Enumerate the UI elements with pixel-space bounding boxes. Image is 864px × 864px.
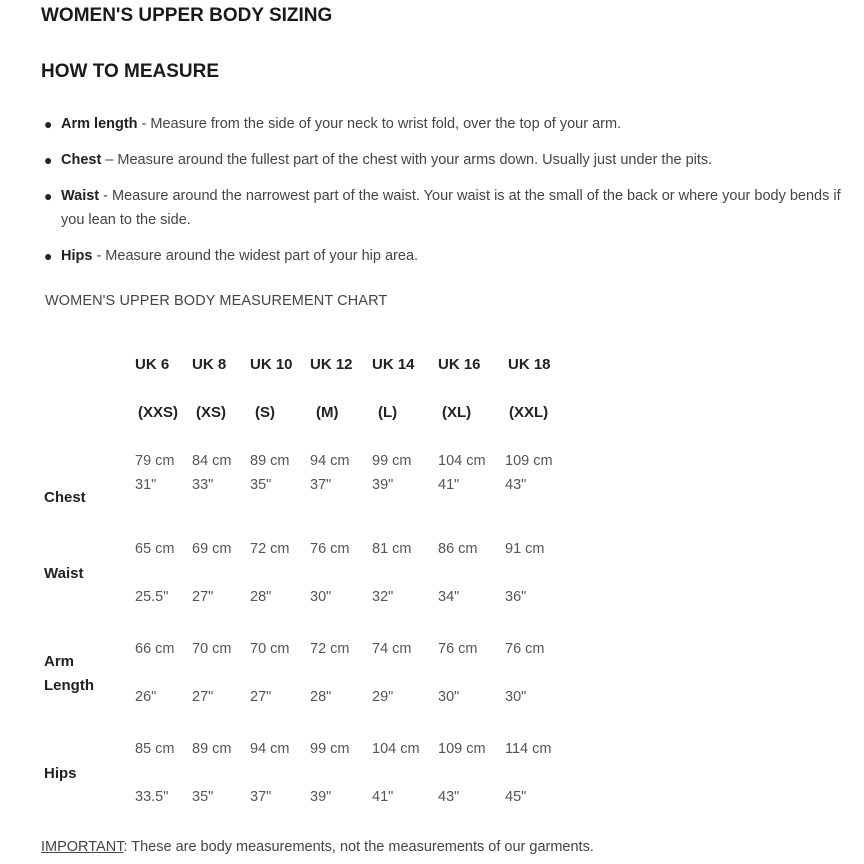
table-cell-cm: 81 cm — [372, 541, 412, 557]
table-cell-inch: 39" — [372, 477, 394, 493]
row-label: Waist — [44, 565, 84, 582]
table-cell-inch: 26" — [135, 689, 157, 705]
table-cell-inch: 35" — [192, 789, 214, 805]
section-title: HOW TO MEASURE — [41, 61, 220, 82]
table-cell-cm: 89 cm — [192, 741, 232, 757]
table-cell-inch: 27" — [250, 689, 272, 705]
table-cell-cm: 109 cm — [438, 741, 486, 757]
bullet-text: - Measure around the narrowest part of the waist. Your waist is at the small of the back or where your body bends if you lean to the side. — [61, 188, 841, 228]
table-cell-cm: 74 cm — [372, 641, 412, 657]
table-cell-inch: 27" — [192, 689, 214, 705]
row-label: Hips — [44, 765, 77, 782]
table-cell-inch: 39" — [310, 789, 332, 805]
row-label: Length — [44, 677, 94, 694]
table-cell-cm: 89 cm — [250, 453, 290, 469]
size-header-label: (S) — [255, 404, 275, 421]
page-title: WOMEN'S UPPER BODY SIZING — [41, 5, 333, 26]
table-cell-cm: 91 cm — [505, 541, 545, 557]
table-cell-cm: 70 cm — [250, 641, 290, 657]
table-cell-inch: 33.5" — [135, 789, 169, 805]
table-cell-inch: 37" — [310, 477, 332, 493]
table-cell-inch: 30" — [310, 589, 332, 605]
table-cell-cm: 84 cm — [192, 453, 232, 469]
table-cell-cm: 94 cm — [250, 741, 290, 757]
table-cell-inch: 43" — [505, 477, 527, 493]
size-header-label: (XL) — [442, 404, 472, 421]
bullet-icon: ● — [44, 188, 53, 204]
table-cell-cm: 70 cm — [192, 641, 232, 657]
table-cell-cm: 72 cm — [310, 641, 350, 657]
table-cell-cm: 94 cm — [310, 453, 350, 469]
table-cell-cm: 104 cm — [372, 741, 420, 757]
size-header-uk: UK 18 — [508, 356, 551, 373]
table-cell-inch: 28" — [310, 689, 332, 705]
bullet-term: Chest — [61, 152, 102, 168]
table-cell-cm: 76 cm — [505, 641, 545, 657]
size-header-uk: UK 14 — [372, 356, 415, 373]
bullet-text: - Measure from the side of your neck to wrist fold, over the top of your arm. — [137, 116, 622, 132]
table-cell-cm: 76 cm — [310, 541, 350, 557]
table-cell-cm: 66 cm — [135, 641, 175, 657]
table-cell-inch: 30" — [505, 689, 527, 705]
table-cell-cm: 99 cm — [372, 453, 412, 469]
bullet-icon: ● — [44, 152, 53, 168]
table-cell-inch: 36" — [505, 589, 527, 605]
chart-title: WOMEN'S UPPER BODY MEASUREMENT CHART — [45, 293, 388, 309]
table-cell-inch: 30" — [438, 689, 460, 705]
bullet-text: - Measure around the widest part of your hip area. — [92, 248, 419, 264]
table-cell-cm: 72 cm — [250, 541, 290, 557]
bullet-icon: ● — [44, 248, 53, 264]
size-header-label: (XXS) — [138, 404, 179, 421]
size-header-label: (L) — [378, 404, 398, 421]
table-cell-inch: 27" — [192, 589, 214, 605]
size-header-label: (XXL) — [509, 404, 549, 421]
table-cell-inch: 28" — [250, 589, 272, 605]
size-header-uk: UK 12 — [310, 356, 353, 373]
bullet-text: – Measure around the fullest part of the chest with your arms down. Usually just under the pits. — [101, 152, 713, 168]
table-cell-inch: 41" — [372, 789, 394, 805]
bullet-term: Hips — [61, 248, 93, 264]
size-header-uk: UK 10 — [250, 356, 293, 373]
size-header-uk: UK 8 — [192, 356, 227, 373]
table-cell-inch: 34" — [438, 589, 460, 605]
table-cell-inch: 31" — [135, 477, 157, 493]
table-cell-cm: 69 cm — [192, 541, 232, 557]
size-header-label: (XS) — [196, 404, 226, 421]
row-label: Arm — [44, 653, 75, 670]
important-label: IMPORTANT — [41, 839, 124, 855]
table-cell-cm: 104 cm — [438, 453, 486, 469]
table-cell-cm: 85 cm — [135, 741, 175, 757]
table-cell-cm: 109 cm — [505, 453, 553, 469]
table-cell-cm: 86 cm — [438, 541, 478, 557]
table-cell-inch: 33" — [192, 477, 214, 493]
size-header-uk: UK 6 — [135, 356, 170, 373]
bullet-term: Waist — [61, 188, 100, 204]
size-header-uk: UK 16 — [438, 356, 481, 373]
important-note — [41, 839, 594, 855]
note-text: : These are body measurements, not the measurements of our garments. — [123, 839, 594, 855]
size-header-label: (M) — [316, 404, 339, 421]
table-cell-inch: 25.5" — [135, 589, 169, 605]
table-cell-inch: 35" — [250, 477, 272, 493]
bullet-icon: ● — [44, 116, 53, 132]
table-cell-inch: 37" — [250, 789, 272, 805]
table-cell-cm: 114 cm — [505, 741, 552, 757]
table-cell-cm: 79 cm — [135, 453, 175, 469]
table-cell-inch: 45" — [505, 789, 527, 805]
table-cell-cm: 65 cm — [135, 541, 175, 557]
table-cell-inch: 32" — [372, 589, 394, 605]
table-cell-inch: 43" — [438, 789, 460, 805]
bullet-term: Arm length — [61, 116, 138, 132]
table-cell-inch: 41" — [438, 477, 460, 493]
row-label: Chest — [44, 489, 86, 506]
table-cell-cm: 76 cm — [438, 641, 478, 657]
table-cell-inch: 29" — [372, 689, 394, 705]
table-cell-cm: 99 cm — [310, 741, 350, 757]
